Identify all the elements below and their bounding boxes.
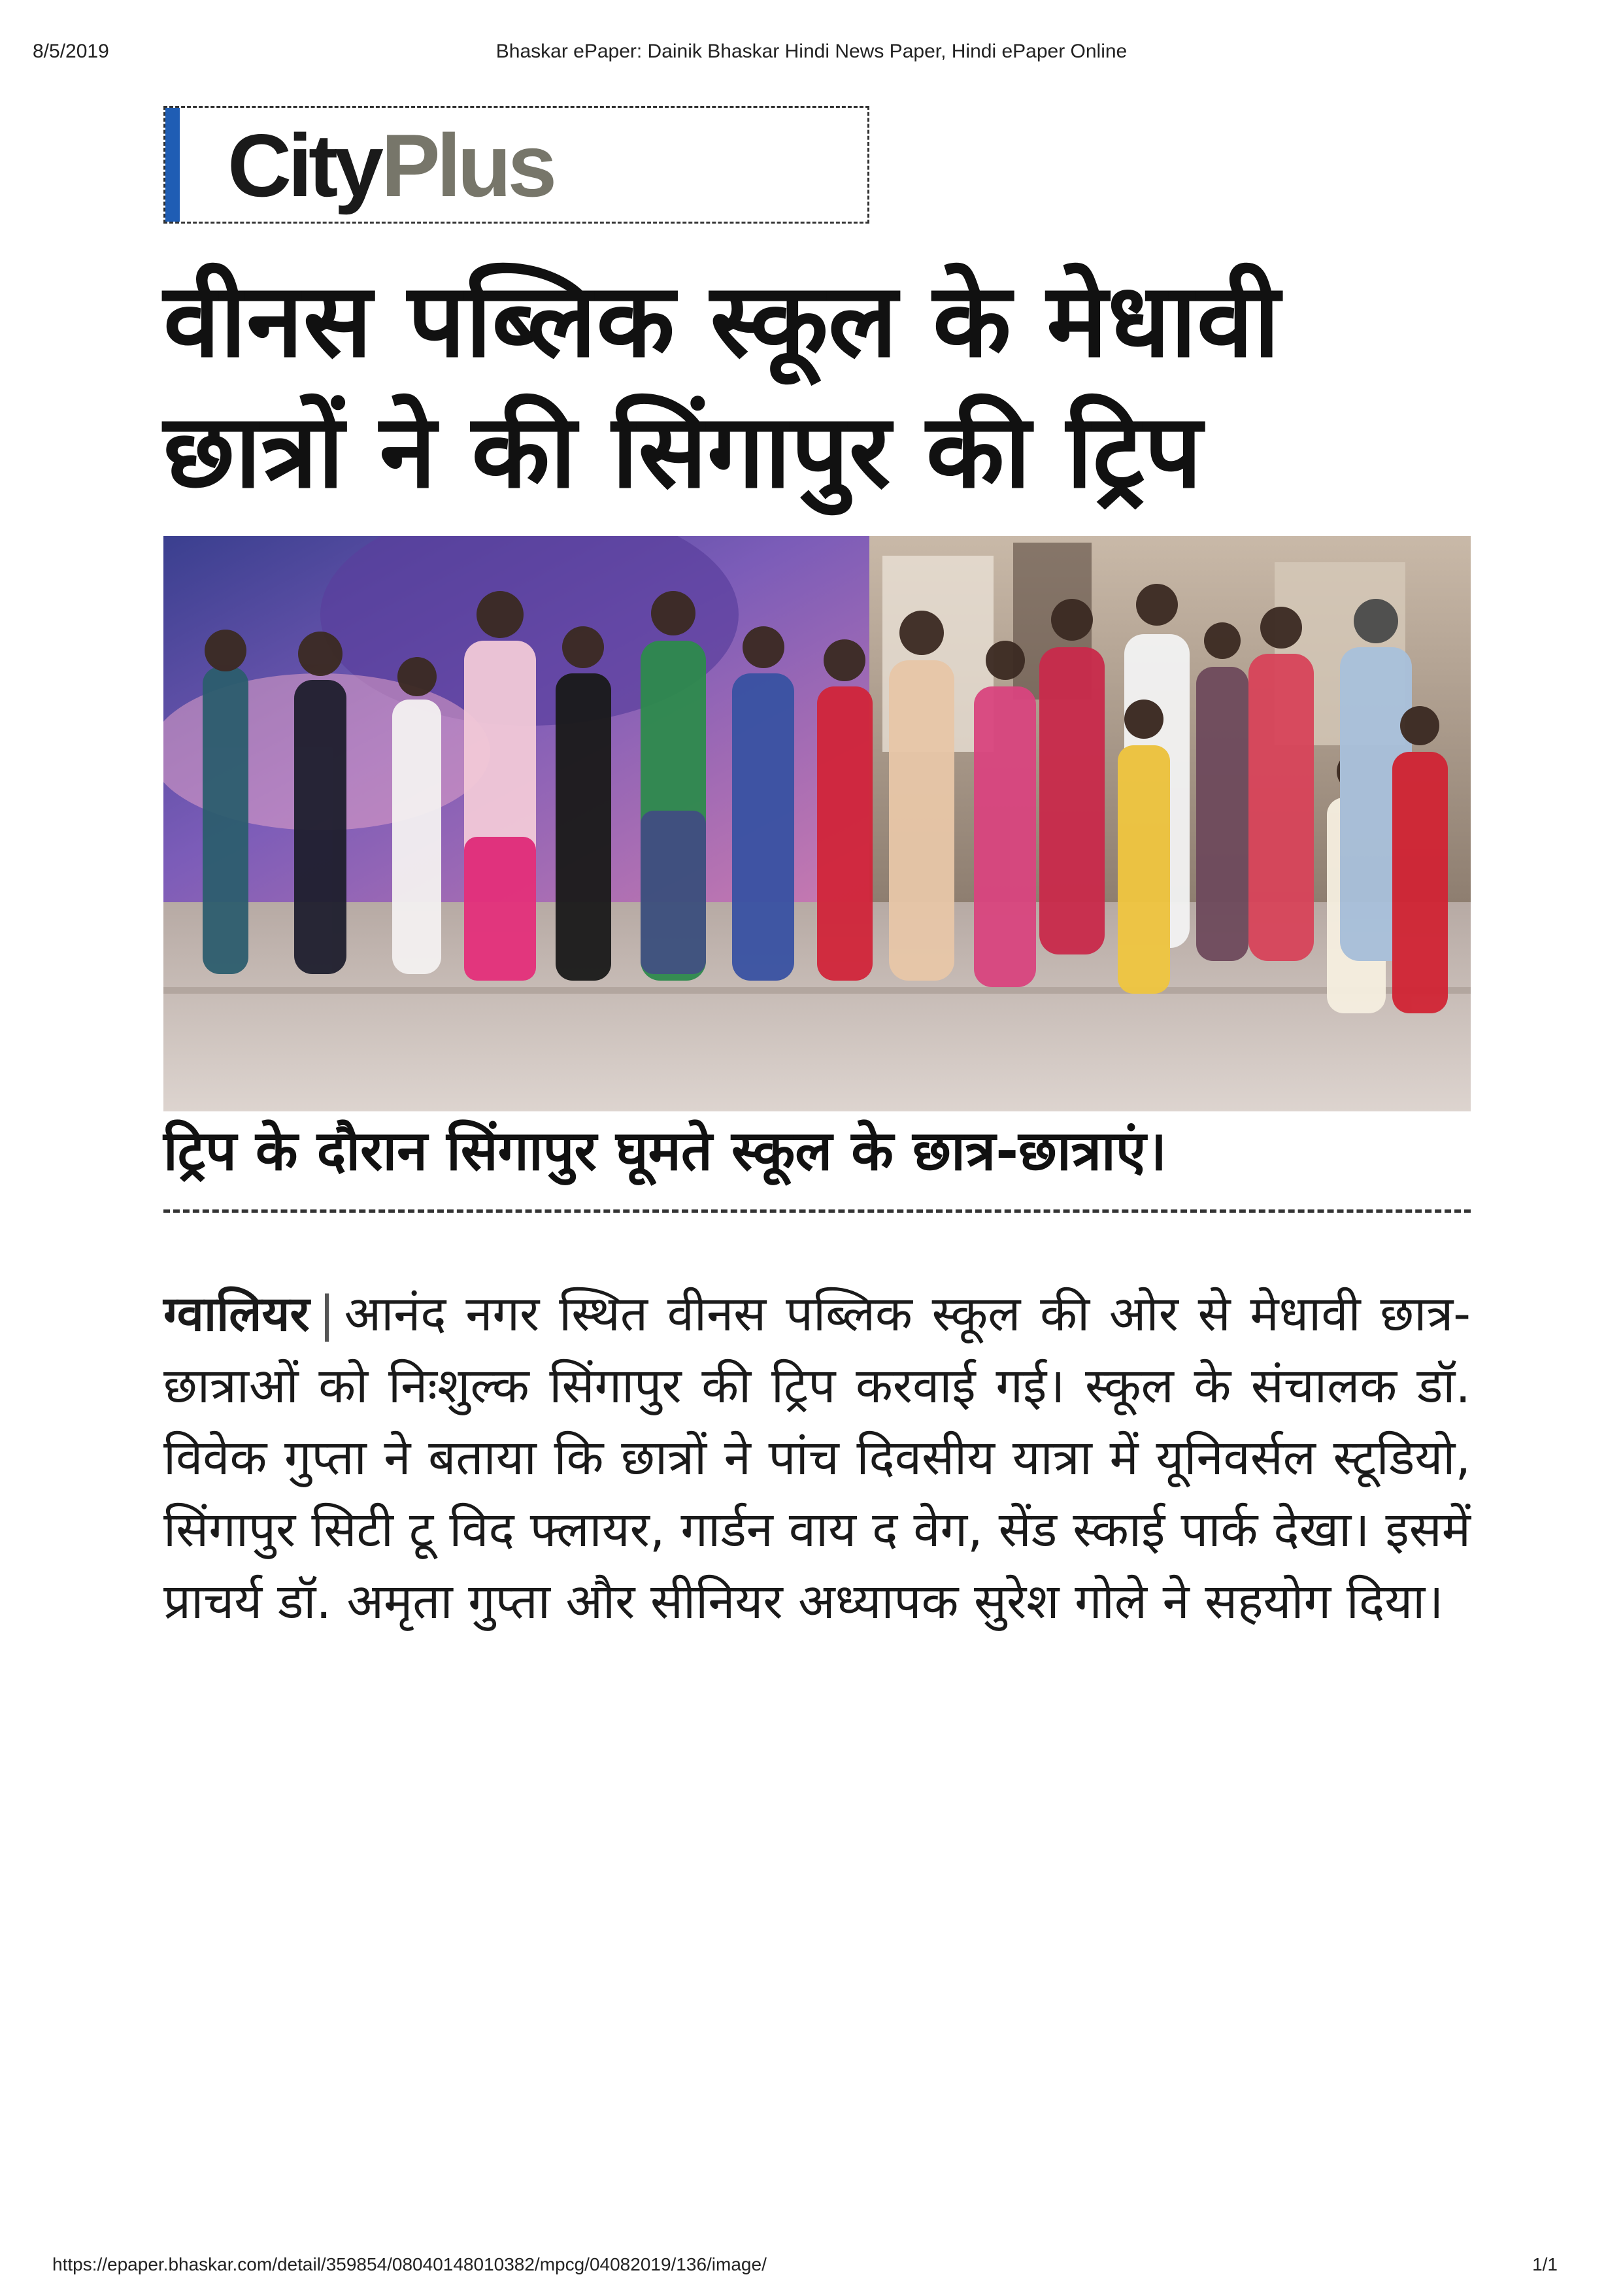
section-label-box xyxy=(163,106,869,224)
print-footer-url: https://epaper.bhaskar.com/detail/359854/08040148010382/mpcg/04082019/136/image/ xyxy=(52,2254,767,2274)
print-page-title: Bhaskar ePaper: Dainik Bhaskar Hindi News Paper, Hindi ePaper Online xyxy=(495,41,1128,62)
dateline: ग्वालियर xyxy=(163,1286,310,1342)
headline-line-1: वीनस पब्लिक स्कूल के मेधावी xyxy=(163,261,1280,380)
caption-divider xyxy=(163,1209,1471,1213)
photo-caption: ट्रिप के दौरान सिंगापुर घूमते स्कूल के छात्र-छात्राएं। xyxy=(163,1119,1167,1183)
headline-line-2: छात्रों ने की सिंगापुर की ट्रिप xyxy=(163,392,1202,511)
article-body-text: आनंद नगर स्थित वीनस पब्लिक स्कूल की ओर से मेधावी छात्र-छात्राओं को निःशुल्क सिंगापुर की ट्रिप करवाई गई। स्कूल के संचालक डॉ. विवेक गुप्ता ने बताया कि छात्रों ने पांच दिवसीय यात्रा में यूनिवर्सल स्टूडियो, सिंगापुर सिटी टू विद फ्लायर, गार्डन वाय द वेग, सेंड स्काई पार्क देखा। इसमें प्राचर्य डॉ. अमृता गुप्ता और सीनियर अध्यापक सुरेश गोले ने सहयोग दिया। xyxy=(163,1286,1471,1630)
section-label-plus: Plus xyxy=(381,116,554,215)
section-label-city: City xyxy=(227,116,380,215)
article-body xyxy=(163,1278,1471,1638)
group-photo-illustration xyxy=(163,536,1471,1111)
print-page-count: 1/1 xyxy=(1532,2254,1558,2274)
print-date: 8/5/2019 xyxy=(33,41,109,62)
dateline-separator: | xyxy=(318,1286,335,1342)
group-photo xyxy=(163,536,1471,1111)
section-accent-bar xyxy=(165,108,180,222)
